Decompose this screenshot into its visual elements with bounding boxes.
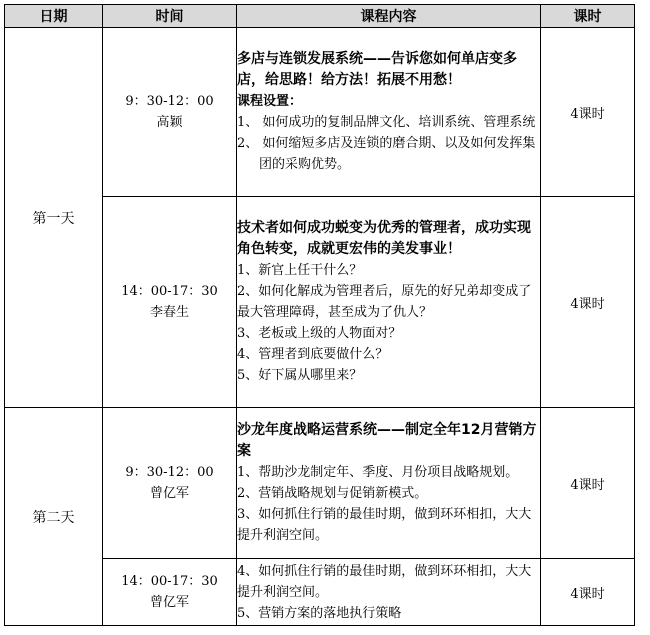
time-range: 9：30-12：00 [125,94,214,109]
hours-cell: 4课时 [541,559,635,626]
course-item: 2、如何化解成为管理者后，原先的好兄弟却变成了最大管理障碍，甚至成为了仇人？ [237,284,532,320]
time-range: 9：30-12：00 [125,465,214,480]
day-cell: 第一天 [5,28,103,408]
time-cell [103,28,237,197]
course-item: 3、老板或上级的人物面对？ [237,326,402,341]
course-item: 4、如何抓住行销的最佳时期，做到环环相扣，大大提升利润空间。 [237,563,532,600]
course-item: 5、营销方案的落地执行策略 [237,605,402,621]
time-range: 14：00-17：30 [121,284,218,299]
course-item: 4、管理者到底要做什么？ [237,347,389,362]
course-item: 3、如何抓住行销的最佳时期，做到环环相扣，大大提升利润空间。 [237,507,532,543]
course-title: 沙龙年度战略运营系统——制定全年12月营销方案 [237,422,537,459]
header-hours: 课时 [541,5,635,28]
course-title: 技术者如何成功蜕变为优秀的管理者，成功实现角色转变，成就更宏伟的美发事业！ [237,220,531,257]
content-cell [237,408,541,559]
hours-cell: 4课时 [541,408,635,559]
course-item: 1、帮助沙龙制定年、季度、月份项目战略规划。 [237,465,519,480]
header-date: 日期 [5,5,103,28]
course-item: 5、好下属从哪里来？ [237,368,363,383]
teacher-name: 李春生 [149,305,189,320]
content-cell [237,28,541,197]
content-cell [237,559,541,626]
course-item: 2、营销战略规划与促销新模式。 [237,486,428,501]
teacher-name: 曾亿军 [149,595,189,610]
schedule-table [4,4,635,626]
content-cell [237,197,541,408]
course-item: 1、 如何成功的复制品牌文化、培训系统、管理系统 [237,115,536,130]
course-item: 2、 如何缩短多店及连锁的磨合期、以及如何发挥集团的采购优势。 [237,136,536,172]
course-title: 多店与连锁发展系统——告诉您如何单店变多店，给思路！给方法！拓展不用愁！ [237,51,517,88]
course-item: 1、新官上任干什么？ [237,263,363,278]
time-cell [103,197,237,408]
header-content: 课程内容 [237,5,541,28]
time-cell [103,408,237,559]
teacher-name: 曾亿军 [149,486,189,501]
table-row [5,408,635,559]
teacher-name: 高颖 [156,115,183,130]
table-row [5,28,635,197]
hours-cell: 4课时 [541,28,635,197]
course-subtitle: 课程设置： [237,94,303,109]
header-time: 时间 [103,5,237,28]
day-cell: 第二天 [5,408,103,626]
header-row [5,5,635,28]
time-range: 14：00-17：30 [121,574,218,589]
hours-cell: 4课时 [541,197,635,408]
time-cell [103,559,237,626]
